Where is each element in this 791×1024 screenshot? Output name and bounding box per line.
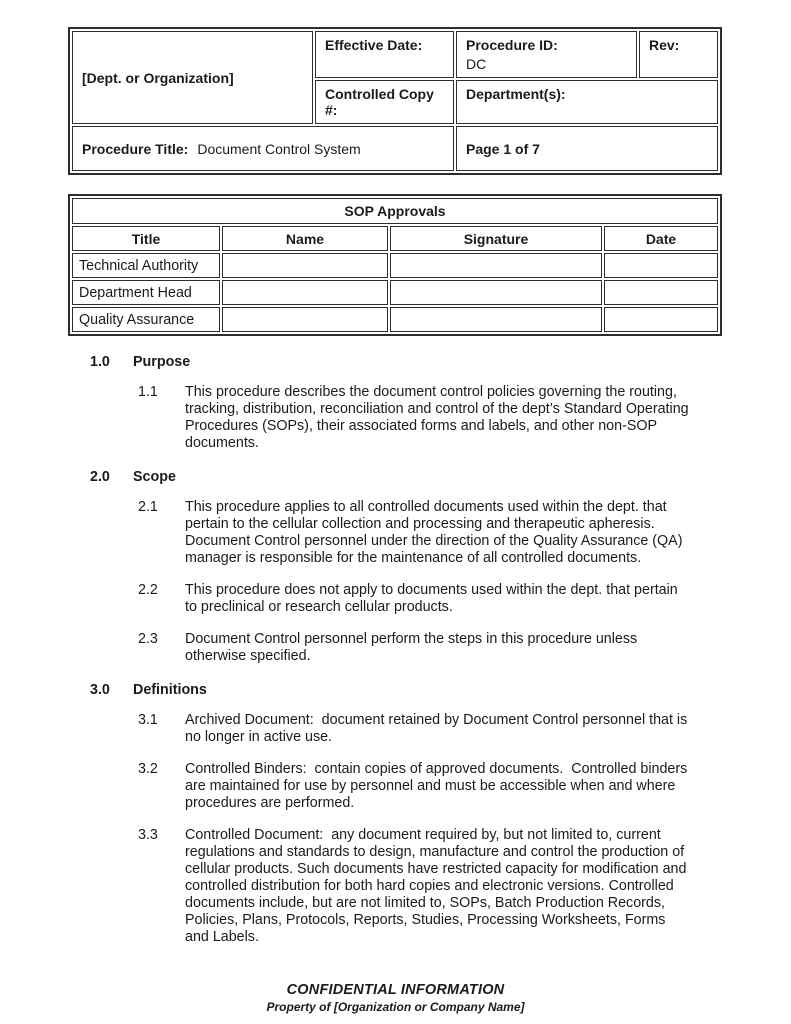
- approver-name-cell: [222, 280, 388, 305]
- rev-cell: [639, 31, 718, 78]
- procedure-title-value: Document Control System: [197, 140, 361, 157]
- paragraph-2-2: [68, 582, 723, 616]
- section-heading-scope: [68, 469, 723, 486]
- section-number: 1.0: [90, 354, 110, 370]
- section-title: Definitions: [133, 682, 207, 698]
- approver-signature-cell: [390, 253, 602, 278]
- effective-date-label: Effective Date:: [325, 37, 423, 53]
- paragraph-text: This procedure applies to all controlled documents used within the dept. that pertain to the cellular collection and processing and therapeutic apheresis. Document Control personnel under the direction of the Quality Assurance (QA) manager is responsible for the maintenance of all controlled documents.: [185, 499, 687, 566]
- rev-label: Rev:: [649, 37, 680, 53]
- paragraph-number: 3.3: [138, 827, 158, 843]
- document-body: [68, 354, 723, 946]
- approver-title-cell: Quality Assurance: [72, 307, 220, 332]
- column-header-name: Name: [222, 226, 388, 251]
- approver-title-cell: Technical Authority: [72, 253, 220, 278]
- effective-date-cell: [315, 31, 454, 78]
- paragraph-text: This procedure does not apply to documents used within the dept. that pertain to preclinical or research cellular products.: [185, 582, 682, 615]
- section-title: Purpose: [133, 354, 191, 370]
- paragraph-text: This procedure describes the document control policies governing the routing, tracking, distribution, reconciliation and control of the dept’s Standard Operating Procedures (SOPs), their associated forms and labels, and other non-SOP documents.: [185, 384, 693, 451]
- approver-signature-cell: [390, 307, 602, 332]
- paragraph-3-2: [68, 761, 723, 812]
- paragraph-number: 2.3: [138, 631, 158, 647]
- page-number-cell: [456, 126, 718, 171]
- procedure-id-cell: [456, 31, 637, 78]
- paragraph-number: 3.2: [138, 761, 158, 777]
- paragraph-2-3: [68, 631, 723, 665]
- controlled-copy-cell: [315, 80, 454, 124]
- section-heading-purpose: [68, 354, 723, 371]
- column-header-date: Date: [604, 226, 718, 251]
- approver-title-cell: Department Head: [72, 280, 220, 305]
- paragraph-number: 1.1: [138, 384, 158, 400]
- approval-row-technical-authority: [72, 253, 718, 278]
- approval-row-quality-assurance: [72, 307, 718, 332]
- header-table: [68, 27, 722, 175]
- approver-date-cell: [604, 307, 718, 332]
- sop-approvals-title: SOP Approvals: [72, 198, 718, 224]
- approver-name-cell: [222, 253, 388, 278]
- departments-label: Department(s):: [466, 86, 566, 102]
- confidential-information-line: CONFIDENTIAL INFORMATION: [286, 982, 505, 998]
- section-heading-definitions: [68, 682, 723, 699]
- section-number: 3.0: [90, 682, 110, 698]
- paragraph-text: Archived Document: document retained by Document Control personnel that is no longer in active use.: [185, 712, 692, 745]
- procedure-title-label: Procedure Title:: [82, 140, 189, 157]
- column-header-title: Title: [72, 226, 220, 251]
- section-number: 2.0: [90, 469, 110, 485]
- paragraph-3-3: [68, 827, 723, 946]
- confidentiality-footer: [0, 982, 791, 1014]
- procedure-id-label: Procedure ID:: [466, 37, 558, 53]
- column-header-signature: Signature: [390, 226, 602, 251]
- section-title: Scope: [133, 469, 176, 485]
- property-of-line: Property of [Organization or Company Name]: [266, 1000, 525, 1014]
- dept-or-organization-cell: [72, 31, 313, 124]
- approval-row-department-head: [72, 280, 718, 305]
- paragraph-text: Controlled Document: any document required by, but not limited to, current regulations and standards to design, manufacture and control the production of cellular products. Such documents have restricted capacity for modification and controlled distribution for both hard copies and electronic versions. Controlled documents include, but are not limited to, SOPs, Batch Production Records, Policies, Plans, Protocols, Reports, Studies, Processing Worksheets, Forms and Labels.: [185, 827, 691, 945]
- approver-signature-cell: [390, 280, 602, 305]
- paragraph-text: Document Control personnel perform the steps in this procedure unless otherwise specified.: [185, 631, 642, 664]
- procedure-id-value: DC: [466, 56, 487, 72]
- controlled-copy-label: Controlled Copy #:: [325, 86, 434, 118]
- paragraph-number: 2.2: [138, 582, 158, 598]
- approver-date-cell: [604, 253, 718, 278]
- paragraph-number: 3.1: [138, 712, 158, 728]
- sop-approvals-table: [68, 194, 722, 336]
- dept-or-organization-label: [Dept. or Organization]: [82, 69, 234, 86]
- approver-name-cell: [222, 307, 388, 332]
- procedure-title-cell: [72, 126, 454, 171]
- paragraph-text: Controlled Binders: contain copies of approved documents. Controlled binders are maintained for use by personnel and must be accessible when and where procedures are performed.: [185, 761, 692, 811]
- page-number-label: Page 1 of 7: [466, 140, 540, 157]
- paragraph-2-1: [68, 499, 723, 567]
- departments-cell: [456, 80, 718, 124]
- paragraph-number: 2.1: [138, 499, 158, 515]
- paragraph-1-1: [68, 384, 723, 452]
- approver-date-cell: [604, 280, 718, 305]
- paragraph-3-1: [68, 712, 723, 746]
